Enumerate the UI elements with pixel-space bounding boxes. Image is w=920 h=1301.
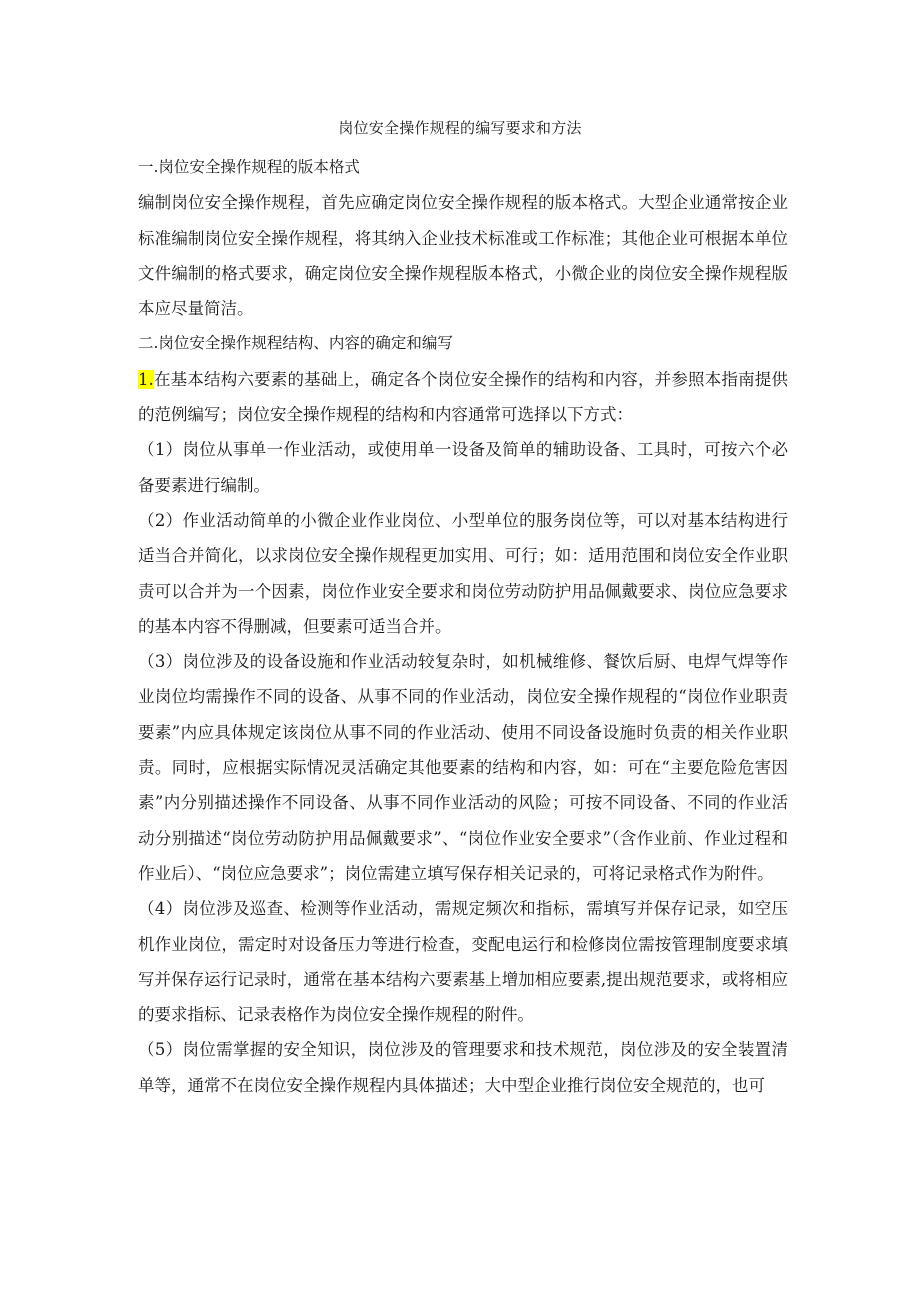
item-1-paragraph [138,362,788,433]
section-1-paragraph: 编制岗位安全操作规程，首先应确定岗位安全操作规程的版本格式。大型企业通常按企业标准编制岗位安全操作规程，将其纳入企业技术标准或工作标准；其他企业可根据本单位文件编制的格式要求，确定岗位安全操作规程版本格式，小微企业的岗位安全操作规程版本应尽量简洁。 [138,193,788,319]
point-1: （1）岗位从事单一作业活动，或使用单一设备及简单的辅助设备、工具时，可按六个必备要素进行编制。 [138,440,788,495]
point-2: （2）作业活动简单的小微企业作业岗位、小型单位的服务岗位等，可以对基本结构进行适当合并简化，以求岗位安全操作规程更加实用、可行；如：适用范围和岗位安全作业职责可以合并为一个因素，岗位作业安全要求和岗位劳动防护用品佩戴要求、岗位应急要求的基本内容不得删减，但要素可适当合并。 [138,510,788,636]
section-1-heading: 一.岗位安全操作规程的版本格式 [138,158,360,176]
section-2-heading: 二.岗位安全操作规程结构、内容的确定和编写 [138,334,453,353]
item-1-text: 在基本结构六要素的基础上，确定各个岗位安全操作的结构和内容，并参照本指南提供的范例编写；岗位安全操作规程的结构和内容通常可选择以下方式： [138,369,788,425]
point-3: （3）岗位涉及的设备设施和作业活动较复杂时，如机械维修、餐饮后厨、电焊气焊等作业岗位均需操作不同的设备、从事不同的作业活动，岗位安全操作规程的“岗位作业职责要素”内应具体规定该岗位从事不同的作业活动、使用不同设备设施时负责的相关作业职责。同时，应根据实际情况灵活确定其他要素的结构和内容，如：可在“主要危险危害因素”内分别描述操作不同设备、从事不同作业活动的风险；可按不同设备、不同的作业活动分别描述“岗位劳动防护用品佩戴要求”、“岗位作业安全要求”（含作业前、作业过程和作业后）、“岗位应急要求”；岗位需建立填写保存相关记录的，可将记录格式作为附件。 [138,652,788,883]
item-1-marker-highlight: 1. [138,369,154,389]
point-4: （4）岗位涉及巡查、检测等作业活动，需规定频次和指标，需填写并保存记录，如空压机作业岗位，需定时对设备压力等进行检查，变配电运行和检修岗位需按管理制度要求填写并保存运行记录时，通常在基本结构六要素基上增加相应要素,提出规范要求，或将相应的要求指标、记录表格作为岗位安全操作规程的附件。 [138,899,788,1025]
point-5: （5）岗位需掌握的安全知识，岗位涉及的管理要求和技术规范，岗位涉及的安全装置清单等，通常不在岗位安全操作规程内具体描述；大中型企业推行岗位安全规范的，也可 [138,1040,788,1095]
document-title: 岗位安全操作规程的编写要求和方法 [338,119,582,137]
document-body [138,150,788,1103]
